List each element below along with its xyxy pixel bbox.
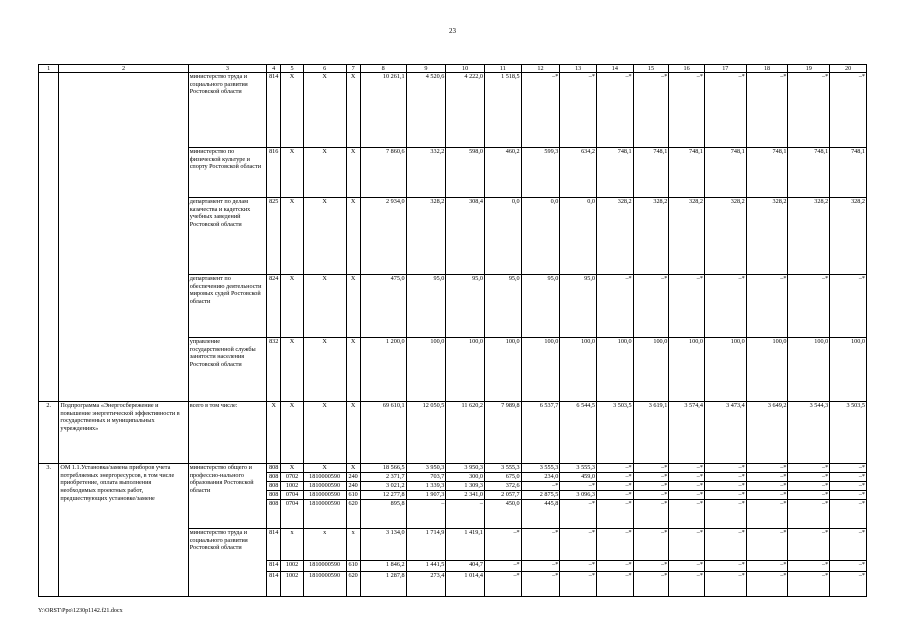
grbs-code: 814	[267, 529, 281, 561]
amount-cell: 3 555,3	[521, 464, 560, 473]
row-number: 3.	[39, 464, 59, 597]
amount-cell: 3 021,2	[360, 482, 406, 491]
amount-cell: 7 860,6	[360, 148, 406, 198]
amount-cell: 1 846,2	[360, 561, 406, 572]
amount-cell: 95,0	[446, 275, 485, 338]
amount-cell: –*	[560, 500, 597, 529]
amount-cell: 3 096,3	[560, 491, 597, 500]
amount-cell: 95,0	[521, 275, 560, 338]
column-number: 2	[59, 65, 188, 73]
executor-name: министерство по физической культуре и спорту Ростовской области	[188, 148, 266, 198]
executor-name: министерство труда и социального развития Ростовской области	[188, 529, 266, 597]
amount-cell: 328,2	[406, 198, 446, 275]
amount-cell: –*	[596, 529, 633, 561]
amount-cell: –*	[704, 464, 746, 473]
amount-cell: –*	[633, 561, 669, 572]
amount-cell: –*	[704, 275, 746, 338]
amount-cell: 1 287,8	[360, 572, 406, 597]
amount-cell: 328,2	[669, 198, 705, 275]
table-row	[39, 73, 867, 148]
amount-cell: –*	[830, 572, 867, 597]
amount-cell: 748,1	[788, 148, 830, 198]
column-number: 3	[188, 65, 266, 73]
csr-code: 1810000590	[303, 473, 346, 482]
amount-cell: –*	[669, 473, 705, 482]
vr-code: X	[346, 198, 360, 275]
amount-cell: –*	[596, 572, 633, 597]
column-number: 11	[484, 65, 521, 73]
amount-cell: –*	[788, 491, 830, 500]
amount-cell: 703,7	[406, 473, 446, 482]
column-number: 4	[267, 65, 281, 73]
amount-cell: –*	[633, 275, 669, 338]
amount-cell: 459,0	[560, 473, 597, 482]
amount-cell: –*	[596, 464, 633, 473]
amount-cell: –*	[669, 500, 705, 529]
amount-cell: 300,0	[446, 473, 485, 482]
amount-cell: 95,0	[484, 275, 521, 338]
vr-code: 240	[346, 473, 360, 482]
amount-cell: 3 503,5	[830, 402, 867, 464]
amount-cell: –*	[669, 482, 705, 491]
amount-cell: 3 503,5	[596, 402, 633, 464]
amount-cell: 2 875,5	[521, 491, 560, 500]
amount-cell: –*	[596, 500, 633, 529]
vr-code: 610	[346, 491, 360, 500]
amount-cell: 1 309,3	[446, 482, 485, 491]
amount-cell: 100,0	[788, 338, 830, 402]
amount-cell: 100,0	[746, 338, 788, 402]
rz-pr-code: 1002	[281, 561, 303, 572]
amount-cell: 748,1	[704, 148, 746, 198]
rz-pr-code: X	[281, 73, 303, 148]
amount-cell: –*	[560, 529, 597, 561]
amount-cell: 6 537,7	[521, 402, 560, 464]
amount-cell: –*	[830, 464, 867, 473]
amount-cell: –*	[704, 491, 746, 500]
amount-cell: –*	[746, 73, 788, 148]
rz-pr-code: 1002	[281, 572, 303, 597]
amount-cell: –*	[746, 529, 788, 561]
amount-cell: 328,2	[830, 198, 867, 275]
amount-cell: 445,8	[521, 500, 560, 529]
amount-cell: –*	[633, 473, 669, 482]
amount-cell: –*	[788, 500, 830, 529]
amount-cell: 100,0	[704, 338, 746, 402]
amount-cell: –*	[596, 73, 633, 148]
amount-cell: –*	[746, 473, 788, 482]
amount-cell: –*	[669, 73, 705, 148]
amount-cell: 2 057,7	[484, 491, 521, 500]
amount-cell: –*	[633, 73, 669, 148]
amount-cell: –*	[596, 473, 633, 482]
grbs-code: 808	[267, 500, 281, 529]
amount-cell: 100,0	[446, 338, 485, 402]
amount-cell: 1 518,5	[484, 73, 521, 148]
amount-cell: –*	[633, 529, 669, 561]
row-number-cell	[39, 73, 59, 402]
amount-cell: –*	[788, 73, 830, 148]
amount-cell: –*	[746, 482, 788, 491]
amount-cell: –*	[560, 482, 597, 491]
column-number: 15	[633, 65, 669, 73]
amount-cell: –*	[704, 473, 746, 482]
amount-cell: –*	[521, 561, 560, 572]
vr-code: X	[346, 464, 360, 473]
amount-cell: 6 544,5	[560, 402, 597, 464]
column-number: 13	[560, 65, 597, 73]
amount-cell: 460,2	[484, 148, 521, 198]
rz-pr-code: X	[281, 198, 303, 275]
column-number: 14	[596, 65, 633, 73]
amount-cell: –*	[830, 491, 867, 500]
amount-cell: 1 014,4	[446, 572, 485, 597]
rz-pr-code: 0704	[281, 491, 303, 500]
amount-cell: 748,1	[669, 148, 705, 198]
column-number: 5	[281, 65, 303, 73]
amount-cell: –*	[746, 275, 788, 338]
executor-name: управление государственной службы занятости населения Ростовской области	[188, 338, 266, 402]
amount-cell: 3 544,3	[788, 402, 830, 464]
amount-cell: –*	[704, 73, 746, 148]
amount-cell: –*	[830, 529, 867, 561]
amount-cell: –*	[704, 500, 746, 529]
vr-code: X	[346, 402, 360, 464]
csr-code: X	[303, 73, 346, 148]
vr-code: X	[346, 73, 360, 148]
vr-code: X	[346, 275, 360, 338]
amount-cell: 328,2	[788, 198, 830, 275]
amount-cell: –	[406, 500, 446, 529]
grbs-code: 814	[267, 73, 281, 148]
file-path-footer: Y:\ORST\Ppo\1230p1142.f21.docx	[38, 608, 123, 614]
table-body	[39, 65, 867, 597]
column-number: 7	[346, 65, 360, 73]
table-row	[39, 464, 867, 473]
amount-cell: 100,0	[830, 338, 867, 402]
amount-cell: 328,2	[596, 198, 633, 275]
amount-cell: –*	[704, 482, 746, 491]
amount-cell: 1 907,3	[406, 491, 446, 500]
csr-code: X	[303, 464, 346, 473]
budget-table	[38, 64, 867, 597]
vr-code: 610	[346, 561, 360, 572]
amount-cell: –*	[560, 561, 597, 572]
amount-cell: 0,0	[521, 198, 560, 275]
amount-cell: 634,2	[560, 148, 597, 198]
amount-cell: –*	[633, 572, 669, 597]
amount-cell: –*	[746, 500, 788, 529]
amount-cell: –*	[669, 572, 705, 597]
column-number: 8	[360, 65, 406, 73]
amount-cell: –*	[746, 572, 788, 597]
amount-cell: –*	[484, 529, 521, 561]
grbs-code: X	[267, 402, 281, 464]
amount-cell: 100,0	[669, 338, 705, 402]
amount-cell: 11 620,2	[446, 402, 485, 464]
amount-cell: 100,0	[560, 338, 597, 402]
column-number: 19	[788, 65, 830, 73]
amount-cell: 3 134,0	[360, 529, 406, 561]
amount-cell: 3 555,3	[484, 464, 521, 473]
amount-cell: 18 566,5	[360, 464, 406, 473]
csr-code: X	[303, 275, 346, 338]
amount-cell: –*	[521, 529, 560, 561]
amount-cell: 3 649,2	[746, 402, 788, 464]
amount-cell: 1 200,0	[360, 338, 406, 402]
executor-name: министерство труда и социального развития Ростовской области	[188, 73, 266, 148]
amount-cell: –*	[830, 73, 867, 148]
amount-cell: 69 610,1	[360, 402, 406, 464]
amount-cell: 404,7	[446, 561, 485, 572]
page-number: 23	[449, 27, 456, 35]
amount-cell: –*	[788, 482, 830, 491]
csr-code: 1810000590	[303, 500, 346, 529]
amount-cell: 12 277,8	[360, 491, 406, 500]
csr-code: 1810000590	[303, 491, 346, 500]
amount-cell: –*	[560, 73, 597, 148]
amount-cell: –*	[669, 275, 705, 338]
amount-cell: 895,8	[360, 500, 406, 529]
vr-code: 240	[346, 482, 360, 491]
amount-cell: –*	[704, 561, 746, 572]
amount-cell: –*	[669, 561, 705, 572]
amount-cell: –*	[788, 572, 830, 597]
amount-cell: 332,2	[406, 148, 446, 198]
amount-cell: –*	[788, 464, 830, 473]
program-name-cell	[59, 73, 188, 402]
grbs-code: 808	[267, 464, 281, 473]
amount-cell: –*	[669, 529, 705, 561]
amount-cell: 12 050,5	[406, 402, 446, 464]
csr-code: 1810000590	[303, 482, 346, 491]
csr-code: 1810000590	[303, 561, 346, 572]
amount-cell: –*	[669, 464, 705, 473]
executor-name: департамент по обеспечению деятельности мировых судей Ростовской области	[188, 275, 266, 338]
grbs-code: 832	[267, 338, 281, 402]
amount-cell: 475,0	[360, 275, 406, 338]
amount-cell: –*	[830, 482, 867, 491]
grbs-code: 816	[267, 148, 281, 198]
amount-cell: 273,4	[406, 572, 446, 597]
amount-cell: –*	[484, 572, 521, 597]
column-number: 18	[746, 65, 788, 73]
amount-cell: –*	[596, 275, 633, 338]
vr-code: х	[346, 529, 360, 561]
amount-cell: 675,0	[484, 473, 521, 482]
rz-pr-code: X	[281, 402, 303, 464]
amount-cell: –*	[633, 464, 669, 473]
amount-cell: –*	[596, 561, 633, 572]
column-number: 6	[303, 65, 346, 73]
rz-pr-code: X	[281, 275, 303, 338]
amount-cell: 599,3	[521, 148, 560, 198]
amount-cell: –*	[830, 275, 867, 338]
rz-pr-code: 1002	[281, 482, 303, 491]
amount-cell: –*	[596, 482, 633, 491]
table-row	[39, 402, 867, 464]
amount-cell: 95,0	[560, 275, 597, 338]
amount-cell: –*	[830, 473, 867, 482]
csr-code: X	[303, 402, 346, 464]
amount-cell: –*	[704, 572, 746, 597]
amount-cell: 95,0	[406, 275, 446, 338]
amount-cell: –*	[746, 491, 788, 500]
amount-cell: 2 341,0	[446, 491, 485, 500]
csr-code: X	[303, 148, 346, 198]
rz-pr-code: X	[281, 148, 303, 198]
amount-cell: 1 419,1	[446, 529, 485, 561]
amount-cell: 7 989,8	[484, 402, 521, 464]
amount-cell: 100,0	[484, 338, 521, 402]
grbs-code: 814	[267, 561, 281, 572]
amount-cell: 3 473,4	[704, 402, 746, 464]
amount-cell: 3 950,3	[446, 464, 485, 473]
executor-name: министерство общего и профессио-нального образования Ростовской области	[188, 464, 266, 529]
vr-code: 620	[346, 572, 360, 597]
amount-cell: 328,2	[704, 198, 746, 275]
amount-cell: 10 261,1	[360, 73, 406, 148]
csr-code: х	[303, 529, 346, 561]
amount-cell: 2 371,7	[360, 473, 406, 482]
amount-cell: 748,1	[633, 148, 669, 198]
amount-cell: –*	[788, 561, 830, 572]
amount-cell: –*	[633, 482, 669, 491]
amount-cell: –*	[788, 275, 830, 338]
column-number: 10	[446, 65, 485, 73]
amount-cell: 1 714,9	[406, 529, 446, 561]
amount-cell: 372,6	[484, 482, 521, 491]
amount-cell: –*	[704, 529, 746, 561]
amount-cell: 0,0	[560, 198, 597, 275]
csr-code: X	[303, 338, 346, 402]
grbs-code: 808	[267, 473, 281, 482]
amount-cell: –*	[788, 529, 830, 561]
column-number: 16	[669, 65, 705, 73]
amount-cell: 100,0	[521, 338, 560, 402]
amount-cell: –*	[830, 500, 867, 529]
csr-code: X	[303, 198, 346, 275]
amount-cell: 3 574,4	[669, 402, 705, 464]
amount-cell: 748,1	[830, 148, 867, 198]
vr-code: X	[346, 148, 360, 198]
amount-cell: 0,0	[484, 198, 521, 275]
amount-cell: –*	[746, 561, 788, 572]
csr-code: 1810000590	[303, 572, 346, 597]
amount-cell: 234,0	[521, 473, 560, 482]
rz-pr-code: X	[281, 464, 303, 473]
executor-name: департамент по делам казачества и кадетских учебных заведений Ростовской области	[188, 198, 266, 275]
grbs-code: 824	[267, 275, 281, 338]
column-number-row	[39, 65, 867, 73]
vr-code: 620	[346, 500, 360, 529]
amount-cell: 4 520,6	[406, 73, 446, 148]
column-number: 1	[39, 65, 59, 73]
amount-cell: –*	[560, 572, 597, 597]
amount-cell: 100,0	[406, 338, 446, 402]
grbs-code: 808	[267, 491, 281, 500]
grbs-code: 814	[267, 572, 281, 597]
subprogram-title: Подпрограмма «Энергосбережение и повышение энергетической эффективности в государственных и муниципальных учреждениях»	[59, 402, 188, 464]
amount-cell: –*	[633, 500, 669, 529]
amount-cell: 3 555,3	[560, 464, 597, 473]
amount-cell: –	[446, 500, 485, 529]
amount-cell: –*	[633, 491, 669, 500]
amount-cell: –*	[484, 561, 521, 572]
amount-cell: –*	[521, 73, 560, 148]
rz-pr-code: 0704	[281, 500, 303, 529]
rz-pr-code: X	[281, 338, 303, 402]
amount-cell: –*	[669, 491, 705, 500]
grbs-code: 808	[267, 482, 281, 491]
amount-cell: –*	[521, 572, 560, 597]
row-number: 2.	[39, 402, 59, 464]
amount-cell: 3 950,3	[406, 464, 446, 473]
amount-cell: –*	[596, 491, 633, 500]
amount-cell: 3 619,1	[633, 402, 669, 464]
amount-cell: 598,0	[446, 148, 485, 198]
column-number: 20	[830, 65, 867, 73]
amount-cell: 328,2	[746, 198, 788, 275]
amount-cell: 4 222,0	[446, 73, 485, 148]
amount-cell: –*	[521, 482, 560, 491]
column-number: 17	[704, 65, 746, 73]
amount-cell: 748,1	[596, 148, 633, 198]
amount-cell: –*	[746, 464, 788, 473]
executor-name: всего в том числе:	[188, 402, 266, 464]
vr-code: X	[346, 338, 360, 402]
amount-cell: 100,0	[596, 338, 633, 402]
amount-cell: 328,2	[633, 198, 669, 275]
grbs-code: 825	[267, 198, 281, 275]
rz-pr-code: х	[281, 529, 303, 561]
amount-cell: 308,4	[446, 198, 485, 275]
measure-title: ОМ 1.1.Установка/замена приборов учета потребляемых энергоресурсов, в том числе приобретение, оплата выполнения необходимых проектных работ, предшествующих установке/замене	[59, 464, 188, 597]
amount-cell: –*	[830, 561, 867, 572]
amount-cell: 100,0	[633, 338, 669, 402]
amount-cell: 1 441,5	[406, 561, 446, 572]
amount-cell: 748,1	[746, 148, 788, 198]
rz-pr-code: 0702	[281, 473, 303, 482]
amount-cell: 2 934,0	[360, 198, 406, 275]
column-number: 9	[406, 65, 446, 73]
column-number: 12	[521, 65, 560, 73]
amount-cell: 450,0	[484, 500, 521, 529]
amount-cell: 1 339,3	[406, 482, 446, 491]
amount-cell: –*	[788, 473, 830, 482]
